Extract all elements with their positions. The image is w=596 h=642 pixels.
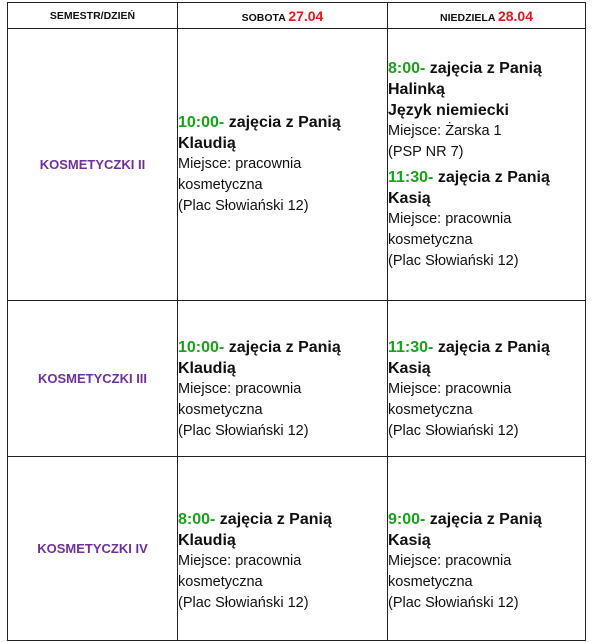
- class-place: Miejsce: pracownia kosmetyczna: [178, 553, 302, 590]
- sunday-cell: [388, 29, 586, 301]
- sunday-cell: [388, 457, 586, 641]
- class-subject: Język niemiecki: [388, 101, 509, 119]
- class-entry: [178, 509, 387, 614]
- class-place: Miejsce: pracownia kosmetyczna: [388, 210, 512, 248]
- class-place: Miejsce: Żarska 1: [388, 122, 502, 139]
- class-address: (Plac Słowiański 12): [178, 595, 309, 611]
- saturday-cell: [178, 301, 388, 457]
- group-label: KOSMETYCZKI IV: [8, 457, 178, 641]
- class-time: 11:30-: [388, 339, 434, 356]
- class-address: (Plac Słowiański 12): [388, 595, 519, 611]
- class-time: 8:00-: [178, 511, 216, 528]
- group-label: KOSMETYCZKI II: [8, 29, 178, 301]
- class-address: (Plac Słowiański 12): [178, 198, 309, 214]
- table-row: [8, 301, 586, 457]
- saturday-cell: [178, 457, 388, 641]
- sunday-date: 28.04: [497, 7, 533, 24]
- sunday-cell: [388, 301, 586, 457]
- class-time: 8:00-: [388, 59, 426, 77]
- class-time: 11:30-: [388, 168, 434, 186]
- class-time: 10:00-: [178, 114, 225, 131]
- saturday-cell: [178, 29, 388, 301]
- class-title: zajęcia z Panią Klaudią: [178, 339, 341, 377]
- class-entry: [388, 509, 585, 614]
- saturday-label: SOBOTA: [241, 11, 286, 24]
- class-place: Miejsce: pracownia kosmetyczna: [388, 553, 512, 590]
- class-place: Miejsce: pracownia kosmetyczna: [388, 381, 512, 418]
- schedule-table: [7, 2, 586, 641]
- header-saturday: [178, 3, 388, 29]
- class-title: zajęcia z Panią Klaudią: [178, 511, 332, 549]
- class-time: 9:00-: [388, 511, 426, 528]
- class-entry: [178, 112, 387, 217]
- saturday-date: 27.04: [288, 7, 324, 24]
- header-semester: [8, 3, 178, 29]
- header-semester-label: SEMESTR/DZIEŃ: [49, 9, 136, 22]
- group-label: KOSMETYCZKI III: [8, 301, 178, 457]
- class-address: (Plac Słowiański 12): [388, 423, 519, 439]
- class-place: Miejsce: pracownia kosmetyczna: [178, 381, 302, 418]
- table-row: [8, 457, 586, 641]
- class-place: Miejsce: pracownia kosmetyczna: [178, 156, 302, 193]
- class-address: (Plac Słowiański 12): [178, 423, 309, 439]
- class-address: (PSP NR 7): [388, 143, 464, 160]
- class-address: (Plac Słowiański 12): [388, 252, 519, 269]
- class-title: zajęcia z Panią Halinką: [388, 59, 542, 98]
- class-entry: [388, 167, 585, 272]
- header-row: [8, 3, 586, 29]
- header-sunday: [388, 3, 586, 29]
- class-entry: [388, 58, 585, 163]
- class-time: 10:00-: [178, 339, 225, 356]
- class-entry: [388, 337, 585, 442]
- table-row: [8, 29, 586, 301]
- class-title: zajęcia z Panią Kasią: [388, 339, 550, 377]
- class-title: zajęcia z Panią Klaudią: [178, 114, 341, 152]
- sunday-label: NIEDZIELA: [440, 11, 496, 24]
- class-title: zajęcia z Panią Kasią: [388, 511, 542, 549]
- class-entry: [178, 337, 387, 442]
- class-title: zajęcia z Panią Kasią: [388, 168, 550, 207]
